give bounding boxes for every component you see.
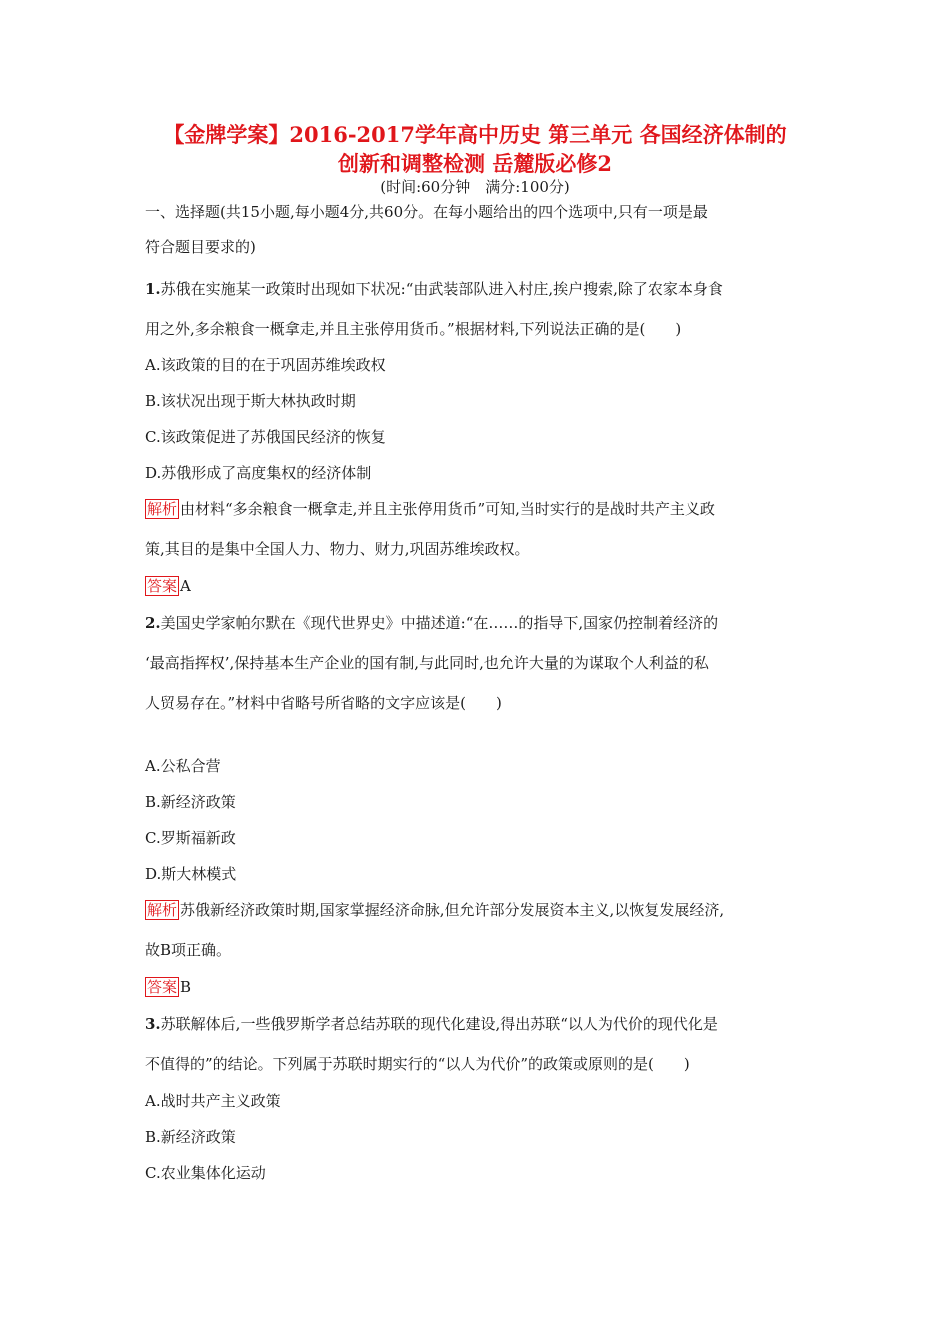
answer-tag: 答案 — [147, 577, 178, 595]
section-heading-line-2: 符合题目要求的) — [145, 238, 256, 256]
question-2-answer: 答案 B — [147, 978, 192, 996]
question-1-option-c: C.该政策促进了苏俄国民经济的恢复 — [145, 428, 386, 446]
answer-tag: 答案 — [147, 978, 178, 996]
question-3-option-c: C.农业集体化运动 — [145, 1164, 266, 1182]
question-1-option-b: B.该状况出现于斯大林执政时期 — [145, 392, 356, 410]
question-3-option-b: B.新经济政策 — [145, 1128, 236, 1146]
analysis-tag: 解析 — [147, 901, 178, 919]
document-title-line-1: 【金牌学案】2016-2017学年高中历史 第三单元 各国经济体制的 — [163, 122, 787, 147]
question-2-option-d: D.斯大林模式 — [145, 865, 237, 883]
question-2-option-b: B.新经济政策 — [145, 793, 236, 811]
question-2-option-a: A.公私合营 — [145, 757, 221, 775]
question-1-option-d: D.苏俄形成了高度集权的经济体制 — [145, 464, 372, 482]
document-subtitle: (时间:60分钟 满分:100分) — [380, 178, 570, 196]
question-1-stem-line-1: 1.苏俄在实施某一政策时出现如下状况:“由武装部队进入村庄,挨户搜索,除了农家本身食 — [145, 280, 723, 298]
question-1-number: 1. — [145, 280, 161, 298]
analysis-tag: 解析 — [147, 500, 178, 518]
document-title-line-2: 创新和调整检测 岳麓版必修2 — [338, 151, 612, 176]
question-1-analysis-line-1: 解析 由材料“多余粮食一概拿走,并且主张停用货币”可知,当时实行的是战时共产主义政 — [147, 500, 715, 518]
question-3-stem-line-1: 3.苏联解体后,一些俄罗斯学者总结苏联的现代化建设,得出苏联“以人为代价的现代化是 — [145, 1015, 718, 1033]
question-2-stem-line-2: ‘最高指挥权’,保持基本生产企业的国有制,与此同时,也允许大量的为谋取个人利益的私 — [145, 654, 709, 672]
question-2-analysis-line-2: 故B项正确。 — [145, 941, 232, 959]
question-2-option-c: C.罗斯福新政 — [145, 829, 236, 847]
question-2-stem-line-1: 2.美国史学家帕尔默在《现代世界史》中描述道:“在……的指导下,国家仍控制着经济的 — [145, 614, 719, 632]
question-1-stem-line-2: 用之外,多余粮食一概拿走,并且主张停用货币。”根据材料,下列说法正确的是( ) — [145, 320, 682, 338]
question-2-stem-line-3: 人贸易存在。”材料中省略号所省略的文字应该是( ) — [145, 694, 502, 712]
question-2-analysis-line-1: 解析 苏俄新经济政策时期,国家掌握经济命脉,但允许部分发展资本主义,以恢复发展经济, — [147, 901, 725, 919]
question-3-number: 3. — [145, 1015, 161, 1033]
question-3-stem-line-2: 不值得的”的结论。下列属于苏联时期实行的“以人为代价”的政策或原则的是( ) — [145, 1055, 690, 1073]
question-3-option-a: A.战时共产主义政策 — [145, 1092, 281, 1110]
question-1-option-a: A.该政策的目的在于巩固苏维埃政权 — [145, 356, 386, 374]
question-2-number: 2. — [145, 614, 161, 632]
question-1-answer: 答案 A — [147, 577, 191, 595]
section-heading-line-1: 一、选择题(共15小题,每小题4分,共60分。在每小题给出的四个选项中,只有一项是最 — [145, 203, 708, 221]
question-1-analysis-line-2: 策,其目的是集中全国人力、物力、财力,巩固苏维埃政权。 — [145, 540, 530, 558]
